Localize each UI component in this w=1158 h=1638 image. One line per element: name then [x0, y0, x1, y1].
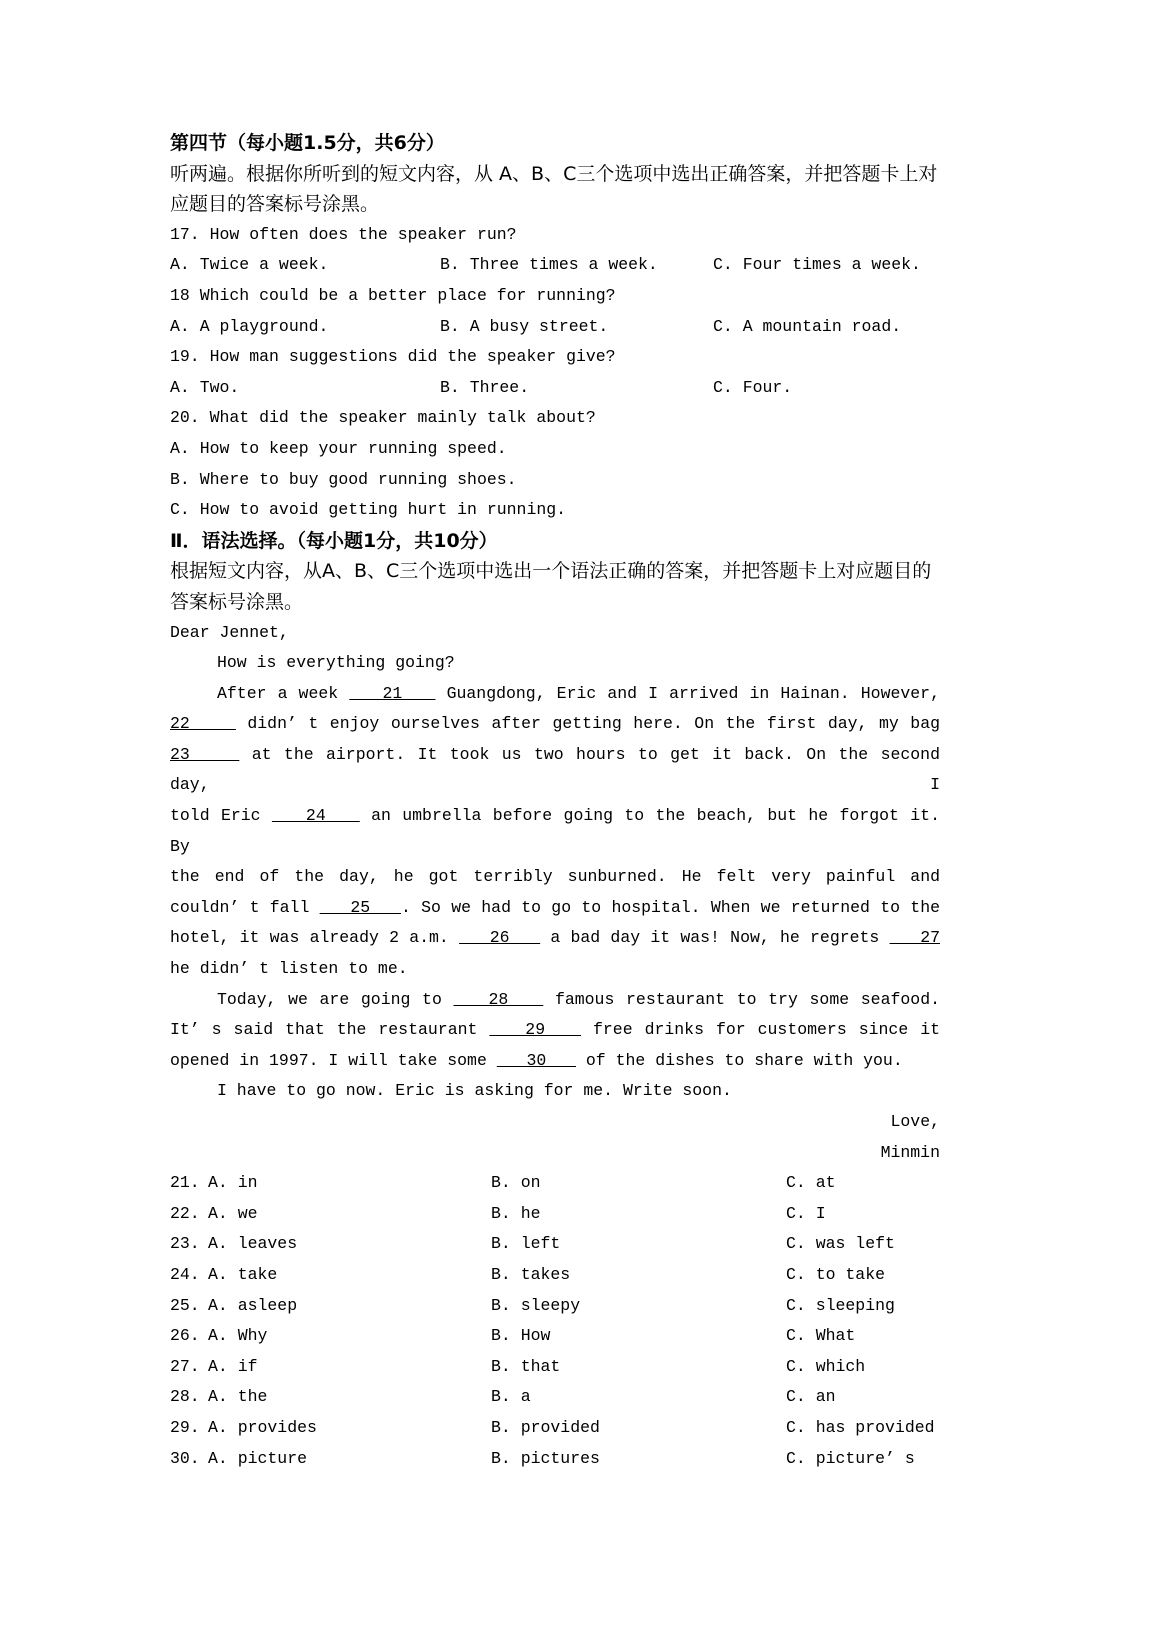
option-c: C. sleeping	[786, 1295, 895, 1315]
option-b: B. sleepy	[491, 1295, 581, 1315]
option-a: A. asleep	[208, 1295, 298, 1315]
grammar-instructions-line2: 答案标号涂黑。	[170, 590, 304, 613]
listening-instructions-line2: 应题目的答案标号涂黑。	[170, 193, 380, 216]
answer-number: 29.	[170, 1417, 200, 1437]
option-c: C. I	[786, 1203, 826, 1223]
letter-line-12	[170, 1015, 940, 1046]
answer-row-25	[170, 1291, 940, 1322]
letter-text: the end of the day, he got terribly sunburned. He felt very painful and	[170, 867, 940, 887]
option-b: B. Three.	[440, 377, 530, 397]
letter-text: How is everything going?	[217, 653, 455, 673]
blank-26: 26	[459, 928, 541, 948]
listening-section-heading: 第四节（每小题1.5分，共6分）	[170, 132, 445, 154]
answer-row-24	[170, 1260, 940, 1291]
option-c: C. has provided	[786, 1417, 935, 1437]
option-c: C. A mountain road.	[713, 316, 902, 336]
answer-number: 27.	[170, 1356, 200, 1376]
option-c: C. to take	[786, 1264, 886, 1284]
option-b: B. that	[491, 1356, 561, 1376]
letter-line-13	[170, 1046, 940, 1077]
answer-number: 24.	[170, 1264, 200, 1284]
option-a: A. picture	[208, 1448, 308, 1468]
blank-23: 23	[170, 744, 240, 764]
option-b: B. How	[491, 1326, 551, 1346]
letter-text: famous restaurant to try some seafood.	[543, 989, 940, 1009]
letter-line-14	[170, 1076, 940, 1107]
option-c: C. which	[786, 1356, 866, 1376]
answer-number: 28.	[170, 1387, 200, 1407]
blank-25: 25	[319, 897, 401, 917]
letter-text: he didn’ t listen to me.	[170, 959, 408, 979]
question-18-stem: 18 Which could be a better place for running?	[170, 285, 616, 305]
question-20-option-b: B. Where to buy good running shoes.	[170, 469, 517, 489]
letter-text: Today, we are going to	[217, 989, 454, 1009]
letter-text: Guangdong, Eric and I arrived in Hainan. However,	[435, 683, 940, 703]
blank-22: 22	[170, 714, 236, 734]
answer-row-26	[170, 1321, 940, 1352]
option-a: A. in	[208, 1173, 258, 1193]
option-c: C. Four.	[713, 377, 793, 397]
answer-number: 25.	[170, 1295, 200, 1315]
option-c: C. was left	[786, 1234, 895, 1254]
option-a: A. Twice a week.	[170, 255, 329, 275]
letter-text: told Eric	[170, 806, 272, 826]
letter-text: hotel, it was already 2 a.m.	[170, 928, 460, 948]
letter-text: an umbrella before going to the beach, but he forgot it. By	[170, 806, 940, 856]
letter-text: at the airport. It took us two hours to get it back. On the second day, I	[170, 744, 940, 795]
letter-line-11	[170, 985, 940, 1016]
letter-line-3	[170, 679, 940, 710]
question-17-options	[170, 250, 940, 281]
letter-line-10	[170, 954, 940, 985]
option-b: B. pictures	[491, 1448, 600, 1468]
answer-row-30	[170, 1444, 940, 1475]
option-c: C. What	[786, 1326, 856, 1346]
letter-line-5	[170, 740, 940, 801]
letter-line-8	[170, 893, 940, 924]
letter-text: After a week	[217, 683, 350, 703]
option-a: A. take	[208, 1264, 278, 1284]
answer-number: 23.	[170, 1234, 200, 1254]
answer-number: 30.	[170, 1448, 200, 1468]
blank-30: 30	[496, 1050, 576, 1070]
question-17-stem: 17. How often does the speaker run?	[170, 224, 517, 244]
letter-line-2	[170, 648, 940, 679]
answer-number: 22.	[170, 1203, 200, 1223]
answer-number: 21.	[170, 1173, 200, 1193]
answer-row-27	[170, 1352, 940, 1383]
letter-text: Dear Jennet,	[170, 622, 289, 642]
option-b: B. a	[491, 1387, 531, 1407]
answer-row-28	[170, 1382, 940, 1413]
letter-text: I have to go now. Eric is asking for me. Write soon.	[217, 1081, 732, 1101]
letter-text: opened in 1997. I will take some	[170, 1050, 497, 1070]
option-a: A. if	[208, 1356, 258, 1376]
option-b: B. Three times a week.	[440, 255, 658, 275]
option-a: A. Why	[208, 1326, 268, 1346]
blank-21: 21	[349, 683, 436, 703]
question-18-options	[170, 312, 940, 343]
option-c: C. an	[786, 1387, 836, 1407]
blank-24: 24	[271, 806, 360, 826]
letter-text: a bad day it was! Now, he regrets	[540, 928, 890, 948]
option-a: A. A playground.	[170, 316, 329, 336]
letter-text: didn’ t enjoy ourselves after getting here. On the first day, my bag	[235, 714, 940, 734]
option-b: B. provided	[491, 1417, 600, 1437]
letter-line-1	[170, 618, 940, 649]
answer-row-29	[170, 1413, 940, 1444]
option-b: B. takes	[491, 1264, 571, 1284]
option-a: A. the	[208, 1387, 268, 1407]
signoff-love: Love,	[890, 1112, 940, 1131]
blank-27: 27	[889, 928, 940, 948]
letter-line-9	[170, 923, 940, 954]
option-c: C. Four times a week.	[713, 255, 921, 275]
question-20-option-a: A. How to keep your running speed.	[170, 438, 507, 458]
option-a: A. we	[208, 1203, 258, 1223]
letter-text: of the dishes to share with you.	[575, 1050, 903, 1070]
letter-text: . So we had to go to hospital. When we returned to the	[400, 897, 940, 917]
option-b: B. on	[491, 1173, 541, 1193]
option-a: A. provides	[208, 1417, 317, 1437]
letter-line-4	[170, 709, 940, 740]
question-19-stem: 19. How man suggestions did the speaker give?	[170, 347, 616, 367]
letter-line-6	[170, 801, 940, 862]
blank-29: 29	[489, 1020, 582, 1040]
grammar-instructions-line1: 根据短文内容，从A、B、C三个选项中选出一个语法正确的答案，并把答题卡上对应题目的	[170, 560, 932, 583]
option-b: B. left	[491, 1234, 561, 1254]
letter-text: couldn’ t fall	[170, 897, 320, 917]
blank-28: 28	[453, 989, 544, 1009]
answer-row-21	[170, 1168, 940, 1199]
letter-line-7	[170, 862, 940, 893]
answer-row-22	[170, 1199, 940, 1230]
option-b: B. A busy street.	[440, 316, 609, 336]
option-c: C. at	[786, 1173, 836, 1193]
letter-text: free drinks for customers since it	[581, 1020, 940, 1040]
listening-instructions-line1: 听两遍。根据你所听到的短文内容，从 A、B、C三个选项中选出正确答案，并把答题卡上对	[170, 162, 938, 185]
answer-grid	[170, 1168, 940, 1474]
answer-row-23	[170, 1229, 940, 1260]
signoff-name: Minmin	[880, 1142, 940, 1162]
option-a: A. leaves	[208, 1234, 298, 1254]
question-19-options	[170, 373, 940, 404]
question-20-stem: 20. What did the speaker mainly talk about?	[170, 408, 596, 428]
option-b: B. he	[491, 1203, 541, 1223]
question-20-option-c: C. How to avoid getting hurt in running.	[170, 500, 567, 520]
grammar-section-heading: Ⅱ．语法选择。（每小题1分，共10分）	[170, 529, 498, 552]
letter-body	[170, 618, 940, 1108]
answer-number: 26.	[170, 1326, 200, 1346]
option-c: C. picture’ s	[786, 1448, 915, 1468]
letter-text: It’ s said that the restaurant	[170, 1020, 490, 1040]
option-a: A. Two.	[170, 377, 240, 397]
